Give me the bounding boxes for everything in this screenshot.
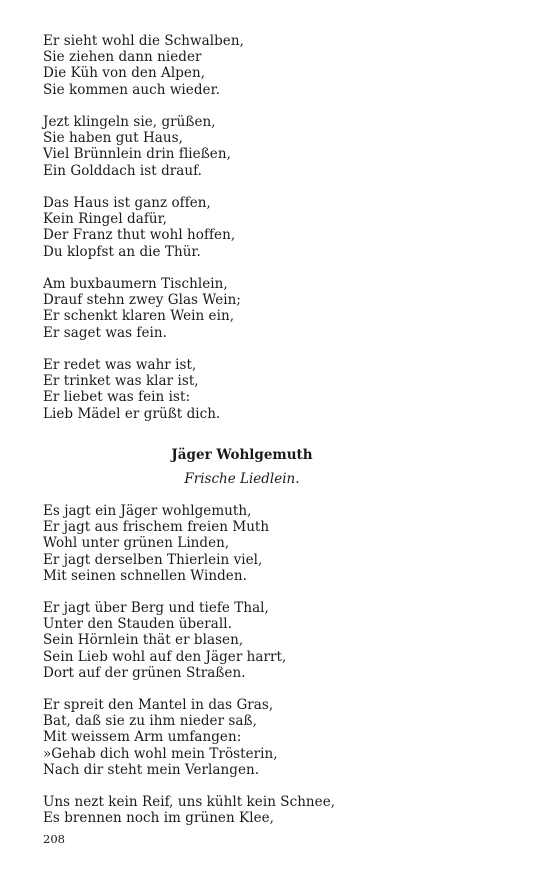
stanza (43, 600, 286, 681)
verse-line: Nach dir steht mein Verlangen. (43, 761, 260, 778)
verse-line: Unter den Stauden überall. (43, 616, 232, 633)
verse-line: Viel Brünnlein drin fließen, (43, 146, 231, 163)
verse-line: Der Franz thut wohl hoffen, (43, 227, 236, 244)
verse-line: Das Haus ist ganz offen, (43, 195, 211, 211)
verse-line: Er trinket was klar ist, (43, 373, 199, 390)
stanza (43, 357, 220, 422)
poem-subtitle: Frische Liedlein. (184, 471, 300, 487)
verse-line: Mit seinen schnellen Winden. (43, 567, 247, 584)
verse-line: Am buxbaumern Tischlein, (43, 276, 228, 292)
verse-line: Bat, daß sie zu ihm nieder saß, (43, 713, 257, 730)
verse-line: Sein Lieb wohl auf den Jäger harrt, (43, 648, 287, 665)
verse-line: Er spreit den Mantel in das Gras, (43, 697, 274, 713)
verse-line: Drauf stehn zwey Glas Wein; (43, 292, 241, 309)
verse-line: Uns nezt kein Reif, uns kühlt kein Schnee, (43, 794, 336, 810)
stanza (43, 794, 335, 826)
stanza (43, 195, 235, 260)
page-number: 208 (43, 832, 65, 846)
stanza (43, 503, 269, 584)
verse-line: Er schenkt klaren Wein ein, (43, 308, 235, 325)
verse-line: Sein Hörnlein thät er blasen, (43, 632, 244, 649)
verse-line: Jezt klingeln sie, grüßen, (43, 114, 216, 130)
verse-line: Es brennen noch im grünen Klee, (43, 810, 274, 827)
verse-line: »Gehab dich wohl mein Trösterin, (43, 745, 278, 762)
verse-line: Lieb Mädel er grüßt dich. (43, 405, 221, 422)
verse-line: Er redet was wahr ist, (43, 357, 197, 373)
verse-line: Du klopfst an die Thür. (43, 243, 201, 260)
verse-line: Die Küh von den Alpen, (43, 65, 206, 82)
poem-title: Jäger Wohlgemuth (171, 447, 313, 463)
stanza (43, 276, 241, 341)
verse-line: Mit weissem Arm umfangen: (43, 729, 242, 746)
verse-line: Er jagt derselben Thierlein viel, (43, 551, 263, 568)
verse-line: Sie kommen auch wieder. (43, 81, 220, 98)
stanza (43, 114, 231, 179)
verse-line: Er saget was fein. (43, 324, 167, 341)
verse-line: Sie haben gut Haus, (43, 130, 183, 147)
verse-line: Er jagt aus frischem freien Muth (43, 519, 270, 536)
verse-line: Wohl unter grünen Linden, (43, 535, 230, 552)
verse-line: Es jagt ein Jäger wohlgemuth, (43, 503, 252, 519)
verse-line: Kein Ringel dafür, (43, 211, 167, 228)
stanza (43, 33, 244, 98)
verse-line: Er sieht wohl die Schwalben, (43, 33, 244, 49)
verse-line: Sie ziehen dann nieder (43, 49, 202, 66)
verse-line: Ein Golddach ist drauf. (43, 162, 203, 179)
verse-line: Er jagt über Berg und tiefe Thal, (43, 600, 269, 616)
verse-line: Dort auf der grünen Straßen. (43, 664, 246, 681)
verse-line: Er liebet was fein ist: (43, 389, 191, 406)
stanza (43, 697, 278, 778)
